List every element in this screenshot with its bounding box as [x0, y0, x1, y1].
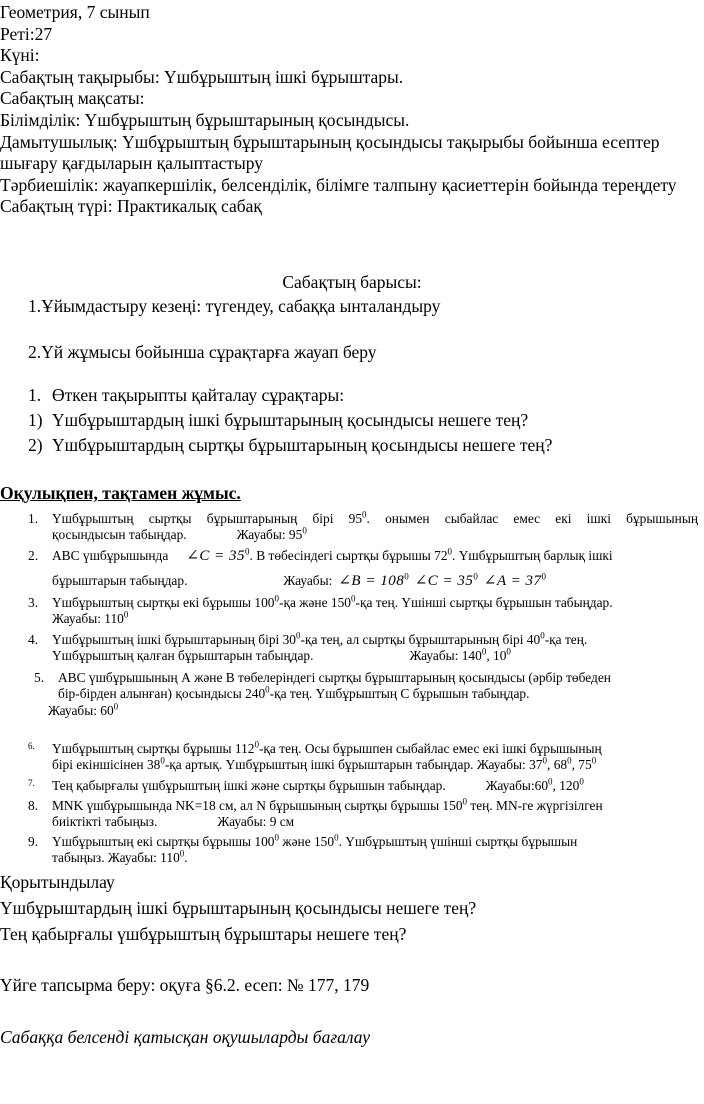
- task-line: [52, 527, 698, 543]
- task-text: бірі екіншісінен 38: [52, 757, 161, 773]
- step-1: 1.Ұйымдастыру кезеңі: түгендеу, сабаққа ынталандыру: [28, 296, 441, 316]
- degree-mark: 0: [404, 571, 409, 582]
- evaluation-line: Сабаққа белсенді қатысқан оқушыларды бағалау: [0, 1027, 371, 1047]
- degree-mark: 0: [350, 593, 356, 604]
- task-text: . В төбесіндегі сыртқы бұрышы 72: [249, 548, 448, 563]
- task-number: 9.: [28, 834, 39, 849]
- task-text: -қа тең. Осы бұрышпен сыбайлас емес екі ішкі бұрышының: [258, 741, 602, 756]
- task-line: [48, 703, 698, 719]
- task-text: -қа тең, ал сыртқы бұрыштарының бірі 40: [300, 632, 541, 647]
- task-line: [52, 798, 698, 814]
- degree-mark: 0: [296, 630, 301, 641]
- task-line: [52, 850, 698, 866]
- task-text: -қа тең.: [544, 632, 588, 647]
- degree-mark: 0: [113, 701, 119, 712]
- lesson-type: Сабақтың түрі: Практикалық сабақ: [0, 196, 262, 217]
- task-text: -қа тең. Үшінші сыртқы бұрышын табыңдар.: [355, 595, 613, 610]
- task-text: -қа тең. Үшбұрыштың С бұрышын табыңдар.: [269, 686, 530, 702]
- task-text: Үшбұрыштың екі сыртқы бұрышы 100: [52, 834, 275, 849]
- review-heading: [28, 385, 344, 407]
- review-title: Өткен тақырыпты қайталау сұрақтары:: [52, 385, 345, 405]
- task-number: 2.: [28, 548, 39, 563]
- task-line: [52, 632, 698, 648]
- task-text: . Үшбұрыштың үшінші сыртқы бұрышын: [338, 834, 578, 849]
- degree-mark: 0: [541, 571, 546, 582]
- angle-c-expression: ∠C = 35: [186, 548, 246, 564]
- degree-mark: 0: [265, 684, 270, 695]
- degree-mark: 0: [302, 525, 307, 536]
- date-line: Күні:: [0, 45, 40, 66]
- degree-mark: 0: [462, 796, 468, 807]
- task-text: Үшбұрыштың сыртқы бұрыштарының бірі 95: [52, 511, 363, 526]
- task-answer: Жауабы:60: [485, 778, 549, 793]
- task-number: 3.: [28, 595, 39, 610]
- task-text: , 68: [547, 757, 568, 773]
- task-line: [52, 548, 698, 570]
- degree-mark: 0: [160, 755, 165, 766]
- task-answer: Жауабы: 60: [48, 702, 114, 718]
- degree-mark: 0: [548, 776, 553, 787]
- degree-mark: 0: [362, 509, 367, 520]
- task-text: және 150: [278, 834, 335, 849]
- question-text: Үшбұрыштардың сыртқы бұрыштарының қосындысы нешеге тең?: [52, 435, 553, 455]
- task-text: . Үшбұрыштың барлық ішкі: [452, 548, 613, 563]
- degree-mark: 0: [506, 646, 511, 657]
- task-text: , 75: [571, 757, 592, 773]
- order-line: Реті:27: [0, 23, 53, 44]
- task-answer: Жауабы: 95: [236, 527, 303, 543]
- task-line: [58, 670, 698, 686]
- task-line: [52, 757, 698, 773]
- task-answer: , 10: [486, 648, 507, 664]
- goal-title: Сабақтың мақсаты:: [0, 88, 145, 109]
- degree-mark: 0: [447, 546, 453, 557]
- developmental-goal: Дамытушылық: Үшбұрыштың бұрыштарының қосындысы тақырыбы бойынша есептер шығару қағдыларын қалыптастыру: [0, 131, 660, 174]
- topic-line: Сабақтың тақырыбы: Үшбұрыштың ішкі бұрыштары.: [0, 66, 404, 87]
- task-text: -қа артық. Үшбұрыштың ішкі бұрыштарын табыңдар. Жауабы: 37: [164, 757, 543, 773]
- task-line: [52, 511, 698, 527]
- degree-mark: 0: [274, 832, 279, 843]
- task-answer: , 120: [552, 778, 580, 793]
- question-text: Үшбұрыштардың ішкі бұрыштарының қосындысы нешеге тең?: [52, 410, 529, 430]
- conclusion-question-2: Тең қабырғалы үшбұрыштың бұрыштары нешеге тең?: [0, 924, 407, 944]
- task-text: . онымен сыбайлас емес екі ішкі бұрышының: [366, 511, 698, 526]
- task-text: бір-бірден алынған) қосындысы 240: [58, 686, 266, 702]
- task-text: биіктікті табыңыз.: [52, 814, 158, 830]
- degree-mark: 0: [473, 571, 478, 582]
- question-number: 2): [28, 435, 43, 455]
- degree-mark: 0: [591, 755, 597, 766]
- upbringing-goal: Тәрбиешілік: жауапкершілік, белсенділік, білімге талпыну қасиеттерін бойында тереңдету: [0, 174, 677, 195]
- review-question-2: [28, 435, 552, 457]
- task-number: 1.: [28, 511, 39, 526]
- task-line: [58, 686, 698, 702]
- task-text: Тең қабырғалы үшбұрыштың ішкі және сыртқы бұрышын табыңдар.: [52, 778, 446, 793]
- question-number: 1): [28, 410, 43, 430]
- task-line: [52, 570, 698, 592]
- task-line: [52, 741, 698, 757]
- degree-mark: 0: [179, 848, 185, 859]
- task-text: тең. MN-ге жүргізілген: [467, 798, 603, 813]
- task-line: [52, 778, 698, 794]
- conclusion-title: Қорытындылау: [0, 872, 115, 892]
- angle-c-expression: ∠C = 35: [414, 573, 474, 589]
- task-text: табыңыз. Жауабы: 110: [52, 850, 180, 866]
- degree-mark: 0: [123, 609, 129, 620]
- conclusion-question-1: Үшбұрыштардың ішкі бұрыштарының қосындысы нешеге тең?: [0, 898, 477, 918]
- degree-mark: 0: [542, 755, 547, 766]
- task-answer: Жауабы: 140: [409, 648, 482, 664]
- degree-mark: 0: [274, 593, 279, 604]
- task-text: Үшбұрыштың ішкі бұрыштарының бірі 30: [52, 632, 296, 647]
- task-number: 7.: [28, 778, 35, 788]
- degree-mark: 0: [579, 776, 584, 787]
- task-text: MNK үшбұрышында NK=18 см, ал N бұрышының сыртқы бұрышы 150: [52, 798, 463, 813]
- task-line: [52, 814, 698, 830]
- task-text: АВС үшбұрышының А және В төбелеріндегі сыртқы бұрыштарының қосындысы (әрбір төбеден: [58, 670, 611, 685]
- task-answer: Жауабы: 110: [52, 611, 124, 627]
- task-number: 8.: [28, 798, 39, 813]
- subject-line: Геометрия, 7 сынып: [0, 2, 150, 22]
- task-number: 5.: [34, 670, 45, 685]
- lesson-header: [0, 2, 700, 218]
- progress-title: Сабақтың барысы:: [282, 272, 422, 292]
- work-title: Оқулықпен, тақтамен жұмыс.: [0, 483, 241, 503]
- task-answer: Жауабы:: [283, 573, 333, 588]
- angle-b-expression: ∠B = 108: [338, 573, 405, 589]
- task-answer: Жауабы: 9 см: [217, 814, 295, 830]
- task-text: Үшбұрыштың сыртқы екі бұрышы 100: [52, 595, 275, 610]
- homework-line: Үйге тапсырма беру: оқуға §6.2. есеп: № 177, 179: [0, 975, 370, 995]
- task-text: бұрыштарын табыңдар.: [52, 573, 188, 588]
- task-text: АВС үшбұрышында: [52, 548, 169, 563]
- degree-mark: 0: [254, 739, 259, 750]
- task-text: қосындысын табыңдар.: [52, 527, 187, 543]
- task-number: 6.: [28, 741, 35, 751]
- step-2: 2.Үй жұмысы бойынша сұрақтарға жауап беру: [28, 342, 377, 362]
- degree-mark: 0: [245, 546, 250, 557]
- task-line: [52, 595, 698, 611]
- degree-mark: 0: [540, 630, 545, 641]
- task-text: .: [184, 850, 188, 866]
- task-text: Үшбұрыштың қалған бұрыштарын табыңдар.: [52, 648, 314, 664]
- task-number: 4.: [28, 632, 39, 647]
- task-line: [52, 648, 698, 664]
- degree-mark: 0: [567, 755, 572, 766]
- task-text: Үшбұрыштың сыртқы бұрышы 112: [52, 741, 255, 756]
- task-text: -қа және 150: [278, 595, 351, 610]
- task-line: [52, 834, 698, 850]
- degree-mark: 0: [334, 832, 339, 843]
- degree-mark: 0: [481, 646, 487, 657]
- review-number: 1.: [28, 385, 42, 405]
- review-question-1: [28, 410, 528, 432]
- angle-a-expression: ∠A = 37: [483, 573, 542, 589]
- task-line: [52, 611, 698, 627]
- educational-goal: Білімділік: Үшбұрыштың бұрыштарының қосындысы.: [0, 109, 410, 130]
